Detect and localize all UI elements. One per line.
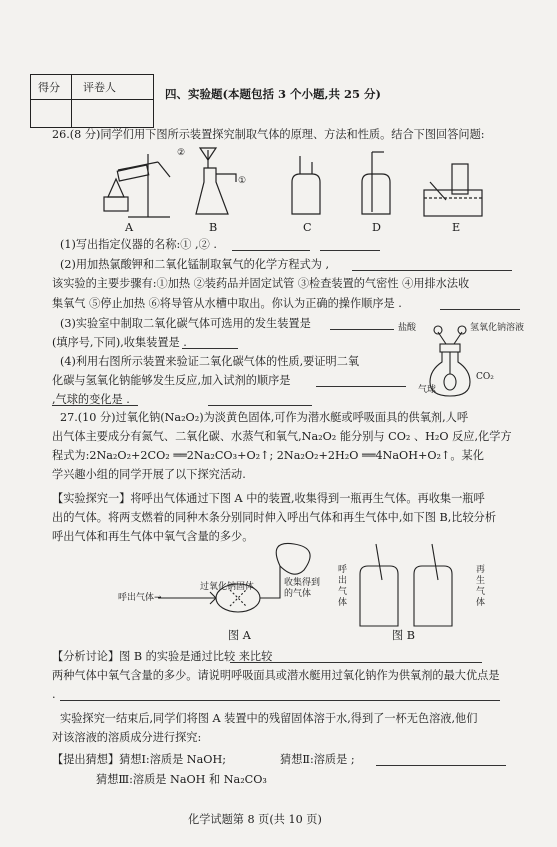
grader-label: 评卷人 xyxy=(83,81,116,94)
q27-guess2: 猜想Ⅱ:溶质是 ; xyxy=(280,753,355,766)
label-acid: 盐酸 xyxy=(398,323,417,333)
figa-inlet: 呼出气体→ xyxy=(118,593,162,603)
label-co2: CO₂ xyxy=(476,372,494,382)
q26-part4c: ,气球的变化是 . xyxy=(52,393,130,406)
marker-1: ① xyxy=(238,176,247,186)
apparatus-figure xyxy=(0,142,557,232)
figb-left: 呼出气体 xyxy=(338,565,348,608)
label-a: A xyxy=(125,221,134,234)
q27-explore1-b: 出的气体。将两支燃着的同种木条分别同时伸入呼出气体和再生气体中,如下图 B,比较分析 xyxy=(52,511,497,524)
q26-part2a: (2)用加热氯酸钾和二氧化锰制取氧气的化学方程式为 , xyxy=(60,258,330,271)
page-footer: 化学试题第 8 页(共 10 页) xyxy=(188,813,322,826)
q26-part1: (1)写出指定仪器的名称:① ,② . xyxy=(60,238,217,251)
q27-explore1-a: 【实验探究一】将呼出气体通过下图 A 中的装置,收集得到一瓶再生气体。再收集一瓶呼 xyxy=(52,492,485,505)
figure-b xyxy=(348,540,468,630)
label-balloon: 气球 xyxy=(418,385,437,395)
q27-second1: 实验探究一结束后,同学们将图 A 装置中的残留固体溶于水,得到了一杯无色溶液,他们 xyxy=(60,712,478,725)
q26-part2c: 集氧气 ⑤停止加热 ⑥将导管从水槽中取出。你认为正确的操作顺序是 . xyxy=(52,297,402,310)
marker-2: ② xyxy=(177,148,186,158)
q27-guess3: 猜想Ⅲ:溶质是 NaOH 和 Na₂CO₃ xyxy=(96,773,267,786)
q27-discuss2: 两种气体中氧气含量的多少。请说明呼吸面具或潜水艇用过氧化钠作为供氧剂的最大优点是 xyxy=(52,669,500,682)
label-b: B xyxy=(209,221,218,234)
figb-right: 再生气体 xyxy=(476,565,486,608)
section-title: 四、实验题(本题包括 3 个小题,共 25 分) xyxy=(165,87,381,101)
q26-part3b: (填序号,下同),收集装置是 . xyxy=(52,336,187,349)
q27-second2: 对该溶液的溶质成分进行探究: xyxy=(52,731,202,744)
q26-part3a: (3)实验室中制取二氧化碳气体可选用的发生装置是 xyxy=(60,317,311,330)
q27-explore1-c: 呼出气体和再生气体中氧气含量的多少。 xyxy=(52,530,254,543)
figb-caption: 图 B xyxy=(392,629,415,642)
q26-part4a: (4)利用右图所示装置来验证二氧化碳气体的性质,要证明二氧 xyxy=(60,355,360,368)
q26-part2b: 该实验的主要步骤有:①加热 ②装药品并固定试管 ③检查装置的气密性 ④用排水法收 xyxy=(52,277,470,290)
q27-line3: 程式为:2Na₂O₂+2CO₂ ══2Na₂CO₃+O₂↑; 2Na₂O₂+2H₂O ══4NaOH+O₂↑。某化 xyxy=(52,449,484,462)
figa-caption: 图 A xyxy=(228,629,251,642)
q27-line4: 学兴趣小组的同学开展了以下探究活动. xyxy=(52,468,246,481)
q27-guess1: 【提出猜想】猜想Ⅰ:溶质是 NaOH; xyxy=(52,753,226,766)
score-label: 得分 xyxy=(38,81,60,94)
q27-line2: 出气体主要成分有氮气、二氧化碳、水蒸气和氧气,Na₂O₂ 能分别与 CO₂ 、H₂O 反应,化学方 xyxy=(52,430,512,443)
q27-discuss1: 【分析讨论】图 B 的实验是通过比较 来比较 xyxy=(52,650,273,663)
figa-reagent: 过氧化钠固体 xyxy=(200,582,255,592)
q27-line1: 27.(10 分)过氧化钠(Na₂O₂)为淡黄色固体,可作为潜水艇或呼吸面具的供氧剂,人呼 xyxy=(60,411,469,424)
q26-part4b: 化碳与氢氧化钠能够发生反应,加入试剂的顺序是 xyxy=(52,374,291,387)
label-e: E xyxy=(452,221,461,234)
figa-collect: 收集得到的气体 xyxy=(284,578,321,599)
label-d: D xyxy=(372,221,381,234)
q26-intro: 26.(8 分)同学们用下图所示装置探究制取气体的原理、方法和性质。结合下图回答问题: xyxy=(52,128,485,141)
label-c: C xyxy=(303,221,312,234)
q27-discuss3: . xyxy=(52,688,56,701)
label-naoh: 氢氧化钠溶液 xyxy=(470,323,525,333)
score-table xyxy=(30,74,154,128)
